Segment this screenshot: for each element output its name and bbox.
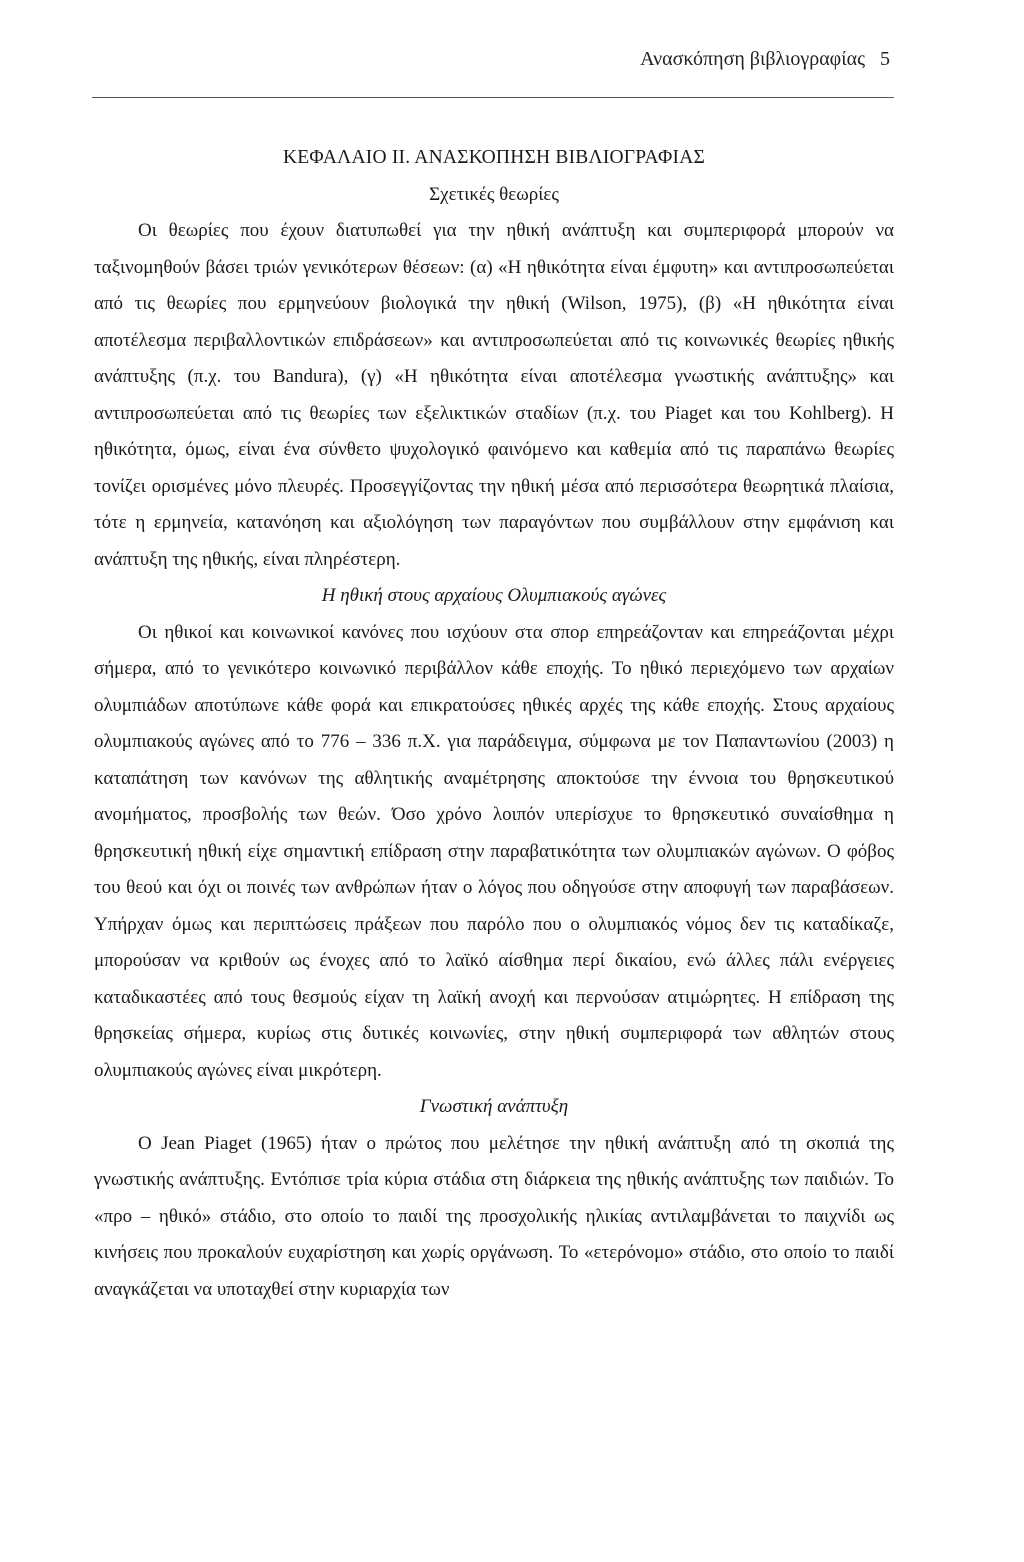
page-body <box>94 140 894 1308</box>
section-heading-cognitive: Γνωστική ανάπτυξη <box>419 1096 569 1117</box>
chapter-title: ΚΕΦΑΛΑΙΟ ΙΙ. ΑΝΑΣΚΟΠΗΣΗ ΒΙΒΛΙΟΓΡΑΦΙΑΣ <box>282 147 706 168</box>
section-heading-olympics: Η ηθική στους αρχαίους Ολυμπιακούς αγώνες <box>321 585 667 606</box>
paragraph-cognitive: Ο Jean Piaget (1965) ήταν ο πρώτος που μελέτησε την ηθική ανάπτυξη από τη σκοπιά της γνωστικής ανάπτυξης. Εντόπισε τρία κύρια στάδια στη διάρκεια της ηθικής ανάπτυξης των παιδιών. Το «προ – ηθικό» στάδιο, στο οποίο το παιδί της προσχολικής ηλικίας αντιλαμβάνεται το παιχνίδι ως κινήσεις που προκαλούν ευχαρίστηση και χωρίς οργάνωση. Το «ετερόνομο» στάδιο, στο οποίο το παιδί αναγκάζεται να υποταχθεί στην κυριαρχία των <box>94 1132 894 1300</box>
running-header <box>640 48 890 71</box>
page-number: 5 <box>880 48 890 70</box>
section-heading-theories: Σχετικές θεωρίες <box>429 183 559 205</box>
header-rule <box>92 97 894 98</box>
paragraph-olympics: Οι ηθικοί και κοινωνικοί κανόνες που ισχύουν στα σπορ επηρεάζονταν και επηρεάζονται μέχρι σήμερα, από το γενικότερο κοινωνικό περιβάλλον κάθε εποχής. Το ηθικό περιεχόμενο των αρχαίων ολυμπιάδων αποτύπωνε κάθε φορά και επικρατούσες ηθικές αρχές της κάθε εποχής. Στους αρχαίους ολυμπιακούς αγώνες από το 776 – 336 π.Χ. για παράδειγμα, σύμφωνα με τον Παπαντωνίου (2003) η καταπάτηση των κανόνων της αθλητικής αναμέτρησης αποκτούσε την έννοια του θρησκευτικού ανομήματος, προσβολής των θεών. Όσο χρόνο λοιπόν υπερίσχυε το θρησκευτικό συναίσθημα η θρησκευτική ηθική είχε σημαντική επίδραση στην παραβατικότητα των ολυμπιακών αγώνων. Ο φόβος του θεού και όχι οι ποινές των ανθρώπων ήταν ο λόγος που οδηγούσε στην αποφυγή των παραβάσεων. Υπήρχαν όμως και περιπτώσεις πράξεων που παρόλο που ο ολυμπιακός νόμος δεν τις καταδίκαζε, μπορούσαν να κριθούν ως ένοχες από το λαϊκό αίσθημα περί δικαίου, ενώ άλλες πάλι ενέργειες καταδικαστέες από τους θεσμούς είχαν τη λαϊκή ανοχή και περνούσαν ατιμώρητες. Η επίδραση της θρησκείας σήμερα, κυρίως στις δυτικές κοινωνίες, στην ηθική συμπεριφορά των αθλητών στους ολυμπιακούς αγώνες είναι μικρότερη. <box>94 621 894 1081</box>
running-title: Ανασκόπηση βιβλιογραφίας <box>640 48 865 70</box>
paragraph-theories: Οι θεωρίες που έχουν διατυπωθεί για την ηθική ανάπτυξη και συμπεριφορά μπορούν να ταξινομηθούν βάσει τριών γενικότερων θέσεων: (α) «Η ηθικότητα είναι έμφυτη» και αντιπροσωπεύεται από τις θεωρίες που ερμηνεύουν βιολογικά την ηθική (Wilson, 1975), (β) «Η ηθικότητα είναι αποτέλεσμα περιβαλλοντικών επιδράσεων» και αντιπροσωπεύεται από τις κοινωνικές θεωρίες ηθικής ανάπτυξης (π.χ. του Bandura), (γ) «Η ηθικότητα είναι αποτέλεσμα γνωστικής ανάπτυξης» και αντιπροσωπεύεται από τις θεωρίες των εξελικτικών σταδίων (π.χ. του Piaget και του Kohlberg). Η ηθικότητα, όμως, είναι ένα σύνθετο ψυχολογικό φαινόμενο και καθεμία από τις παραπάνω θεωρίες τονίζει ορισμένες μόνο πλευρές. Προσεγγίζοντας την ηθική μέσα από περισσότερα θεωρητικά πλαίσια, τότε η ερμηνεία, κατανόηση και αξιολόγηση των παραγόντων που συμβάλλουν στην εμφάνιση και ανάπτυξη της ηθικής, είναι πληρέστερη. <box>94 220 894 570</box>
